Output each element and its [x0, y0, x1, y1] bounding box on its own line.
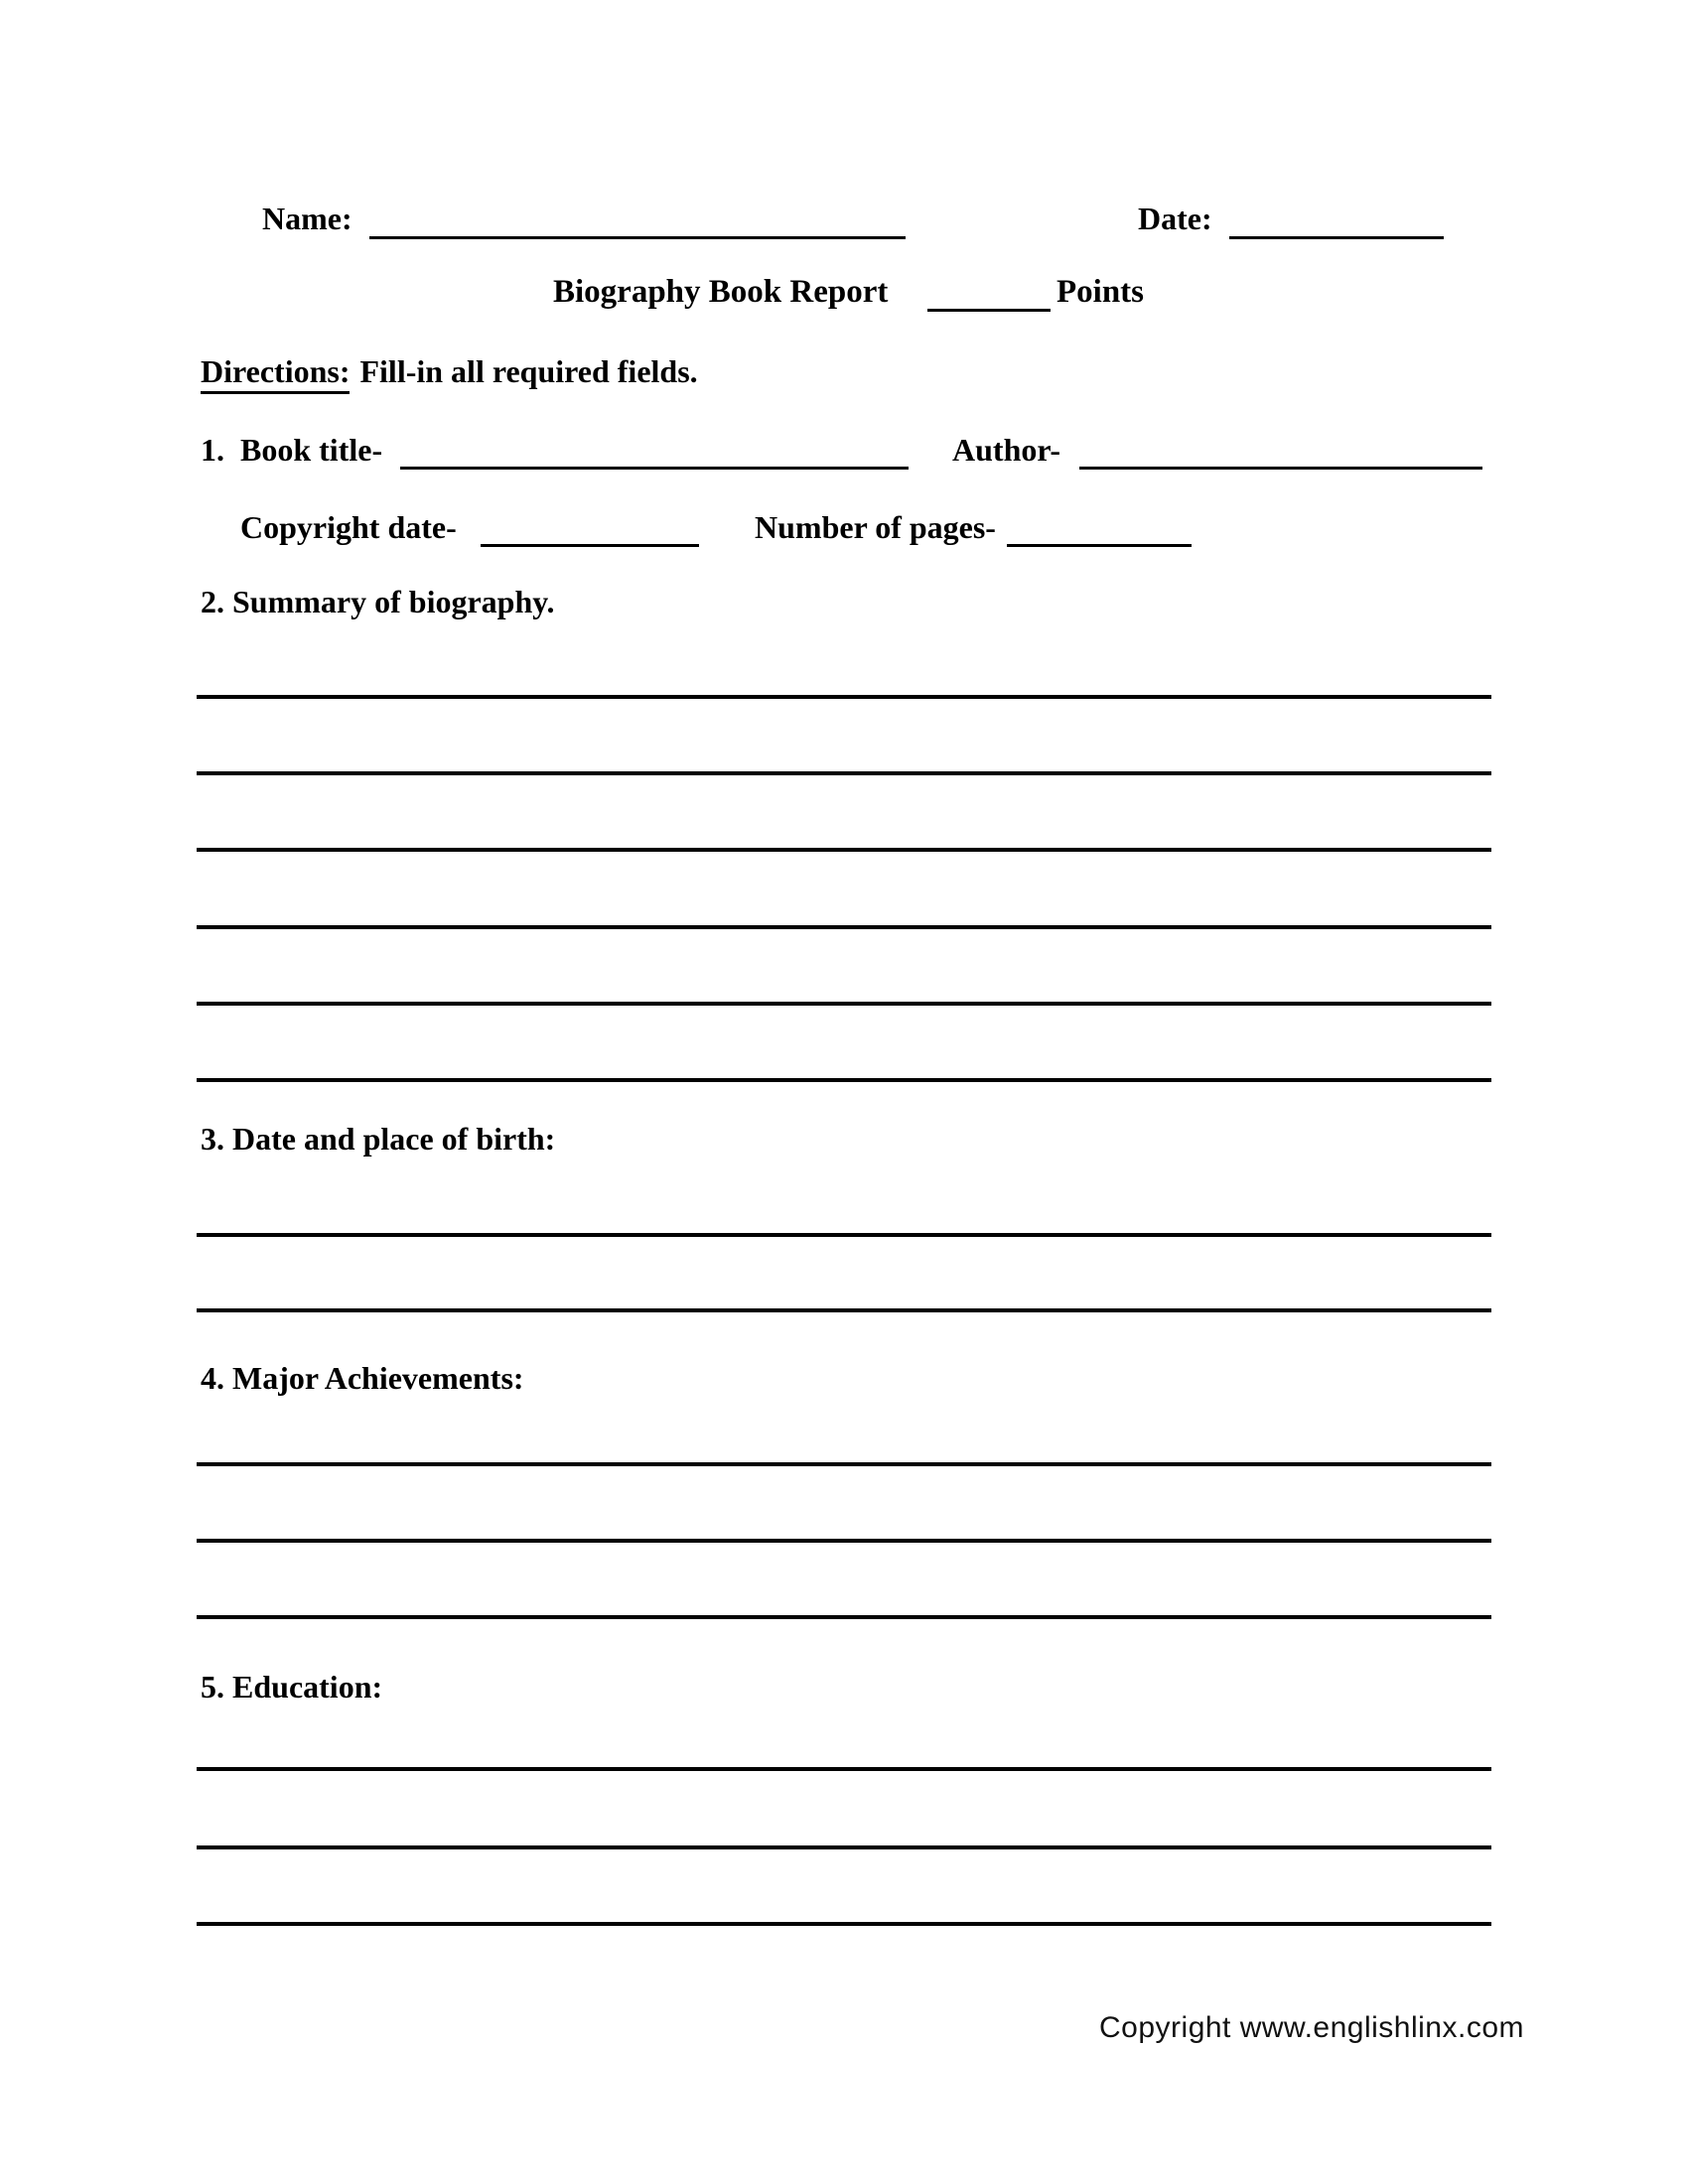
- directions-label: Directions:: [201, 353, 350, 394]
- points-label: Points: [1056, 274, 1145, 310]
- directions-row: [201, 354, 698, 389]
- answer-line: [197, 1845, 1491, 1849]
- book-title-blank-line: [400, 467, 909, 470]
- name-label: Name:: [262, 201, 352, 236]
- answer-line: [197, 1615, 1491, 1619]
- author-blank-line: [1079, 467, 1482, 470]
- points-blank-line: [927, 309, 1051, 312]
- section-birth-heading: 3. Date and place of birth:: [201, 1121, 556, 1157]
- answer-line: [197, 1767, 1491, 1771]
- answer-line: [197, 1462, 1491, 1466]
- answer-line: [197, 1922, 1491, 1926]
- section-summary-heading: 2. Summary of biography.: [201, 584, 555, 619]
- answer-line: [197, 1308, 1491, 1312]
- book-title-row: [201, 433, 382, 468]
- author-label: Author-: [952, 432, 1061, 468]
- question-number: 1.: [201, 432, 224, 468]
- answer-line: [197, 695, 1491, 699]
- name-blank-line: [369, 236, 906, 239]
- answer-line: [197, 1233, 1491, 1237]
- footer-copyright: Copyright www.englishlinx.com: [1099, 2011, 1524, 2044]
- answer-line: [197, 1002, 1491, 1006]
- book-title-label: Book title-: [240, 432, 383, 468]
- page-title: Biography Book Report: [553, 274, 889, 310]
- date-label: Date:: [1138, 201, 1212, 236]
- answer-line: [197, 925, 1491, 929]
- answer-line: [197, 848, 1491, 852]
- answer-line: [197, 1539, 1491, 1543]
- section-achievements-heading: 4. Major Achievements:: [201, 1360, 524, 1396]
- copyright-date-blank-line: [481, 544, 699, 547]
- pages-label: Number of pages-: [755, 509, 996, 545]
- section-education-heading: 5. Education:: [201, 1669, 383, 1705]
- directions-text: Fill-in all required fields.: [359, 353, 698, 389]
- date-blank-line: [1229, 236, 1444, 239]
- copyright-date-label: Copyright date-: [240, 509, 457, 545]
- answer-line: [197, 1078, 1491, 1082]
- pages-blank-line: [1007, 544, 1192, 547]
- answer-line: [197, 771, 1491, 775]
